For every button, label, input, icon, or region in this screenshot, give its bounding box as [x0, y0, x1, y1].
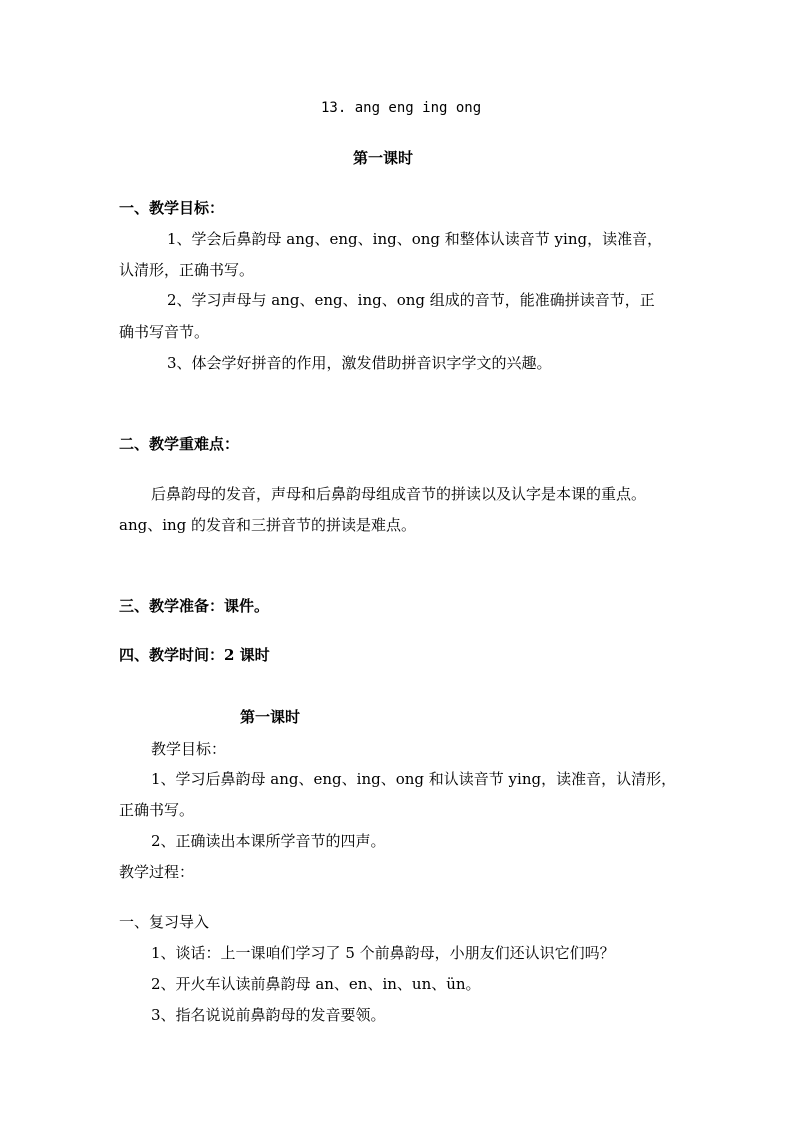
objectives-heading: 一、教学目标： [119, 199, 225, 217]
lesson-1-heading: 第一课时 [240, 708, 301, 726]
review-step-2: 2、开火车认读前鼻韵母 an、en、in、un、ün。 [151, 975, 481, 993]
key-points-line-1: 后鼻韵母的发音，声母和后鼻韵母组成音节的拼读以及认字是本课的重点。 [151, 485, 647, 503]
lesson-1-objectives-heading: 教学目标： [151, 740, 227, 758]
document-title: 13. ang eng ing ong [321, 100, 482, 116]
preparation-line: 三、教学准备：课件。 [119, 597, 270, 615]
key-points-line-2: ang、ing 的发音和三拼音节的拼读是难点。 [119, 516, 417, 534]
objective-1-line-1: 1、学会后鼻韵母 ang、eng、ing、ong 和整体认读音节 ying，读准音， [167, 230, 663, 248]
process-heading: 教学过程： [119, 863, 195, 881]
objective-2-line-2: 确书写音节。 [119, 323, 210, 341]
time-line: 四、教学时间：2 课时 [119, 646, 270, 664]
key-points-heading: 二、教学重难点： [119, 435, 240, 453]
review-step-3: 3、指名说说前鼻韵母的发音要领。 [151, 1006, 386, 1024]
objective-3: 3、体会学好拼音的作用，激发借助拼音识字学文的兴趣。 [167, 354, 552, 372]
lesson-1-objective-2: 2、正确读出本课所学音节的四声。 [151, 832, 386, 850]
document-subtitle: 第一课时 [353, 149, 414, 167]
lesson-1-objective-1-line-2: 正确书写。 [119, 801, 195, 819]
lesson-1-objective-1-line-1: 1、学习后鼻韵母 ang、eng、ing、ong 和认读音节 ying，读准音，认清形， [151, 770, 677, 788]
objective-1-line-2: 认清形，正确书写。 [119, 261, 255, 279]
review-step-1: 1、谈话：上一课咱们学习了 5 个前鼻韵母，小朋友们还认识它们吗？ [151, 944, 615, 962]
review-heading: 一、复习导入 [119, 913, 210, 931]
objective-2-line-1: 2、学习声母与 ang、eng、ing、ong 组成的音节，能准确拼读音节，正 [167, 291, 655, 309]
